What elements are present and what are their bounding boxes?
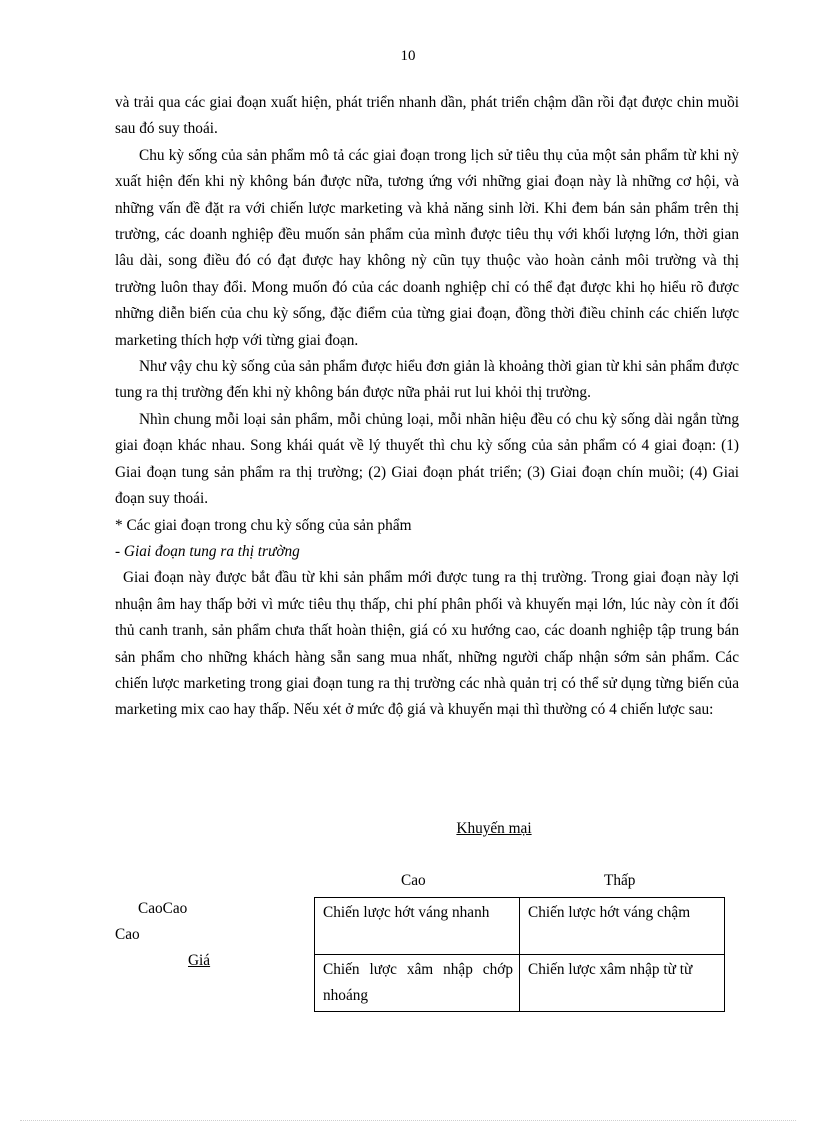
cell-slow-penetration: Chiến lược xâm nhập từ từ [520, 955, 725, 1012]
cell-fast-skimming: Chiến lược hớt váng nhanh [315, 898, 520, 955]
matrix-caption-text: Khuyến mại [456, 820, 532, 837]
table-row [315, 955, 725, 1012]
strategy-matrix [314, 897, 725, 1012]
paragraph: và trải qua các giai đoạn xuất hiện, phát triển nhanh dần, phát triển chậm dần rồi đạt được chin muồi sau đó suy thoái. [115, 94, 739, 138]
cell-rapid-penetration: Chiến lược xâm nhập chớp nhoáng [315, 955, 520, 1012]
paragraph: Giai đoạn này được bắt đầu từ khi sản phẩm mới được tung ra thị trường. Trong giai đoạn này lợi nhuận âm hay thấp bởi vì mức tiêu thụ thấp, chi phí phân phối và khuyến mại lớn, lúc này còn ít đối thủ canh tranh, sản phẩm chưa thất hoàn thiện, giá có xu hướng cao, các doanh nghiệp tập trung bán sản phẩm cho những khách hàng sẵn sang mua nhất, những người chấp nhận sớm sản phẩm. Các chiến lược marketing trong giai đoạn tung ra thị trường các nhà quản trị có thể sử dụng từng biến của marketing mix cao hay thấp. Nếu xét ở mức độ giá và khuyến mại thì thường có 4 chiến lược sau: [115, 569, 739, 719]
axis-label-price: Giá [188, 952, 211, 969]
matrix-caption [0, 820, 816, 838]
row-label-high-2: Cao [115, 926, 140, 943]
paragraph: Nhìn chung mỗi loại sản phẩm, mỗi chủng loại, mỗi nhãn hiệu đều có chu kỳ sống dài ngắn từng giai đoạn khác nhau. Song khái quát về lý thuyết thì chu kỳ sống của sản phẩm có 4 giai đoạn: (1) Giai đoạn tung sản phẩm ra thị trường; (2) Giai đoạn phát triển; (3) Giai đoạn chín muồi; (4) Giai đoạn suy thoái. [115, 410, 739, 508]
table-row [315, 898, 725, 955]
paragraph: Chu kỳ sống của sản phẩm mô tả các giai đoạn trong lịch sử tiêu thụ của một sản phẩm từ khi nỳ xuất hiện đến khi nỳ không bán được nữa, tương ứng với những giai đoạn này là những cơ hội, và những vấn đề đặt ra với chiến lược marketing và khả năng sinh lời. Khi đem bán sản phẩm trên thị trường, các doanh nghiệp đều muốn sản phẩm của mình được tiêu thụ với khối lượng lớn, thời gian lâu dài, song điều đó có đạt được hay không nỳ cũn tụy thuộc vào hoàn cảnh môi trường và thị trường luôn thay đổi. Mong muốn đó của các doanh nghiệp chỉ có thể đạt được khi họ hiểu rõ được những diễn biến của chu kỳ sống, đặc điểm của từng giai đoạn, đồng thời điều chỉnh các chiến lược marketing thích hợp với từng giai đoạn. [115, 146, 739, 349]
row-label-high: CaoCao [138, 900, 188, 917]
page-number: 10 [400, 48, 416, 64]
cell-slow-skimming: Chiến lược hớt váng chậm [520, 898, 725, 955]
subsection-heading: - Giai đoạn tung ra thị trường [115, 542, 300, 560]
page-bottom-rule [20, 1120, 796, 1121]
column-header-high: Cao [401, 872, 426, 889]
section-heading: * Các giai đoạn trong chu kỳ sống của sản phẩm [115, 516, 412, 534]
paragraph: Như vậy chu kỳ sống của sản phẩm được hiểu đơn giản là khoảng thời gian từ khi sản phẩm được tung ra thị trường đến khi nỳ không bán được nữa phải rut lui khỏi thị trường. [115, 358, 739, 402]
body-text [115, 90, 739, 724]
column-header-low: Thấp [604, 872, 636, 889]
